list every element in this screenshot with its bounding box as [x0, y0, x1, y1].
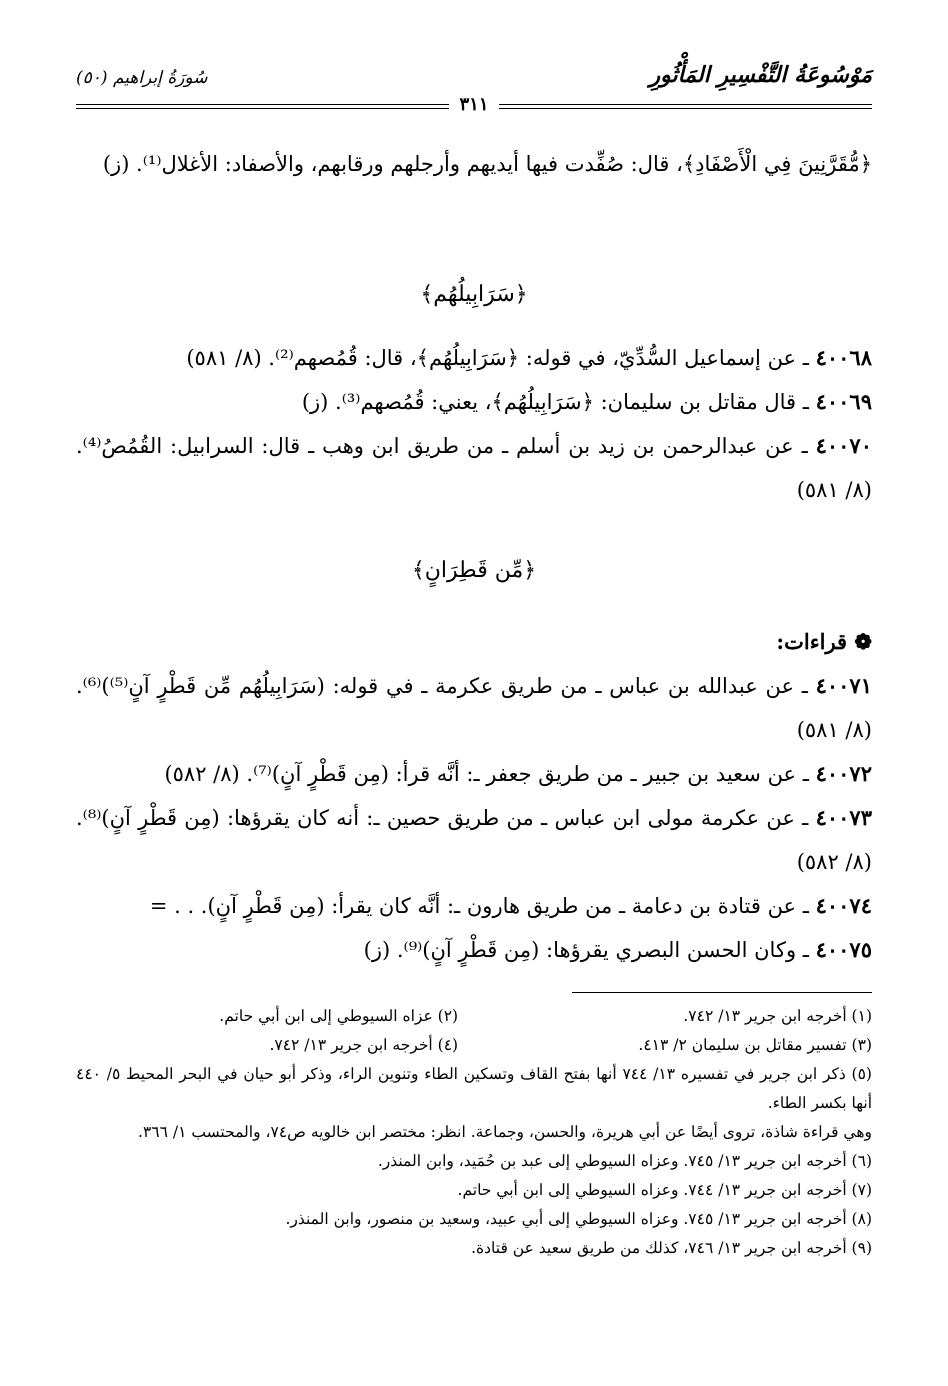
entry-text: ـ عن عبدالرحمن بن زيد بن أسلم ـ من طريق ابن وهب ـ قال: السرابيل: القُمُصُ⁽⁴⁾. (٨/ ٥٨١) — [76, 434, 872, 502]
entry-40072 — [76, 752, 872, 796]
entry-text: ـ عن قتادة بن دعامة ـ من طريق هارون ـ: أنَّه كان يقرأ: (مِن قَطْرٍ آنٍ). . . = — [149, 894, 816, 918]
entry-text: ـ عن سعيد بن جبير ـ من طريق جعفر ـ: أنَّه قرأ: (مِن قَطْرٍ آنٍ)⁽⁷⁾. (٨/ ٥٨٢) — [164, 762, 816, 786]
entry-number: ٤٠٠٧٢ — [815, 761, 872, 786]
section2-entries — [76, 620, 872, 972]
entry-40071 — [76, 664, 872, 752]
footnote-9: (٩) أخرجه ابن جرير ١٣/ ٧٤٦، كذلك من طريق سعيد عن قتادة. — [471, 1239, 872, 1257]
entry-number: ٤٠٠٦٩ — [815, 389, 872, 414]
readings-subheading: ❁ قراءات: — [776, 629, 872, 654]
entry-number: ٤٠٠٧٣ — [815, 805, 872, 830]
entry-40075 — [76, 928, 872, 972]
entry-number: ٤٠٠٧٠ — [815, 433, 872, 458]
entry-40069 — [76, 380, 872, 424]
entry-number: ٤٠٠٧٤ — [815, 893, 872, 918]
book-title: مَوْسُوعَةُ التَّفْسِيرِ المَأْثُورِ — [649, 62, 872, 88]
entry-40073 — [76, 796, 872, 884]
entry-text: ـ قال مقاتل بن سليمان: ﴿سَرَابِيلُهُم﴾، يعني: قُمُصهم⁽³⁾. (ز) — [301, 390, 816, 414]
section-heading-qatiran: ﴿مِّن قَطِرَانٍ﴾ — [411, 558, 537, 583]
entry-text: ـ عن عكرمة مولى ابن عباس ـ من طريق حصين ـ: أنه كان يقرؤها: (مِن قَطْرٍ آنٍ)⁽⁸⁾. (٨/ ٥٨٢) — [76, 806, 872, 874]
footnote-5: (٥) ذكر ابن جرير في تفسيره ١٣/ ٧٤٤ أنها بفتح القاف وتسكين الطاء وتنوين الراء، وذكر أبو حيان في البحر المحيط ٥/ ٤٤٠ أنها بكسر الطاء. — [76, 1065, 872, 1112]
entry-number: ٤٠٠٧٥ — [815, 937, 872, 962]
footnote-2: (٢) عزاه السيوطي إلى ابن أبي حاتم. — [219, 1007, 459, 1025]
footnotes — [76, 1002, 872, 1263]
opening-paragraph: ﴿مُّقَرَّنِينَ فِي الْأَصْفَادِ﴾، قال: صُفِّدت فيها أيديهم وأرجلهم ورقابهم، والأصفاد: الأغلال⁽¹⁾. (ز) — [102, 152, 872, 176]
footnote-5-continued: وهي قراءة شاذة، تروى أيضًا عن أبي هريرة، والحسن، وجماعة. انظر: مختصر ابن خالويه ص٧٤، والمحتسب ١/ ٣٦٦. — [138, 1123, 872, 1141]
footnote-1: (١) أخرجه ابن جرير ١٣/ ٧٤٢. — [683, 1007, 872, 1025]
footnote-row — [76, 1031, 872, 1060]
entry-40068 — [76, 336, 872, 380]
entry-number: ٤٠٠٦٨ — [815, 345, 872, 370]
entry-text: ـ عن إسماعيل السُّدِّيّ، في قوله: ﴿سَرَابِيلُهُم﴾، قال: قُمُصهم⁽²⁾. (٨/ ٥٨١) — [186, 346, 816, 370]
footnote-7: (٧) أخرجه ابن جرير ١٣/ ٧٤٤. وعزاه السيوطي إلى ابن أبي حاتم. — [457, 1181, 872, 1199]
entry-text: ـ وكان الحسن البصري يقرؤها: (مِن قَطْرٍ آنٍ)⁽⁹⁾. (ز) — [363, 938, 816, 962]
surah-title: سُورَةُ إبراهيم (٥٠) — [76, 68, 208, 88]
entry-number: ٤٠٠٧١ — [815, 673, 872, 698]
page-number-wrap — [0, 94, 948, 115]
section1-entries — [76, 336, 872, 512]
footnote-separator — [572, 992, 872, 993]
footnote-row — [76, 1002, 872, 1031]
footnote-4: (٤) أخرجه ابن جرير ١٣/ ٧٤٢. — [269, 1036, 459, 1054]
page-number: ٣١١ — [449, 94, 498, 115]
footnote-6: (٦) أخرجه ابن جرير ١٣/ ٧٤٥. وعزاه السيوطي إلى عبد بن حُمَيد، وابن المنذر. — [377, 1152, 872, 1170]
footnote-3: (٣) تفسير مقاتل بن سليمان ٢/ ٤١٣. — [638, 1036, 872, 1054]
entry-text: ـ عن عبدالله بن عباس ـ من طريق عكرمة ـ في قوله: (سَرَابِيلُهُم مِّن قَطْرٍ آنٍ⁽⁵⁾)⁽⁶⁾. (٨/ ٥٨١) — [76, 674, 872, 742]
section-heading-sarabiluhum: ﴿سَرَابِيلُهُم﴾ — [420, 282, 528, 307]
footnote-8: (٨) أخرجه ابن جرير ١٣/ ٧٤٥. وعزاه السيوطي إلى أبي عبيد، وسعيد بن منصور، وابن المنذر. — [285, 1210, 872, 1228]
entry-40070 — [76, 424, 872, 512]
entry-40074 — [76, 884, 872, 928]
